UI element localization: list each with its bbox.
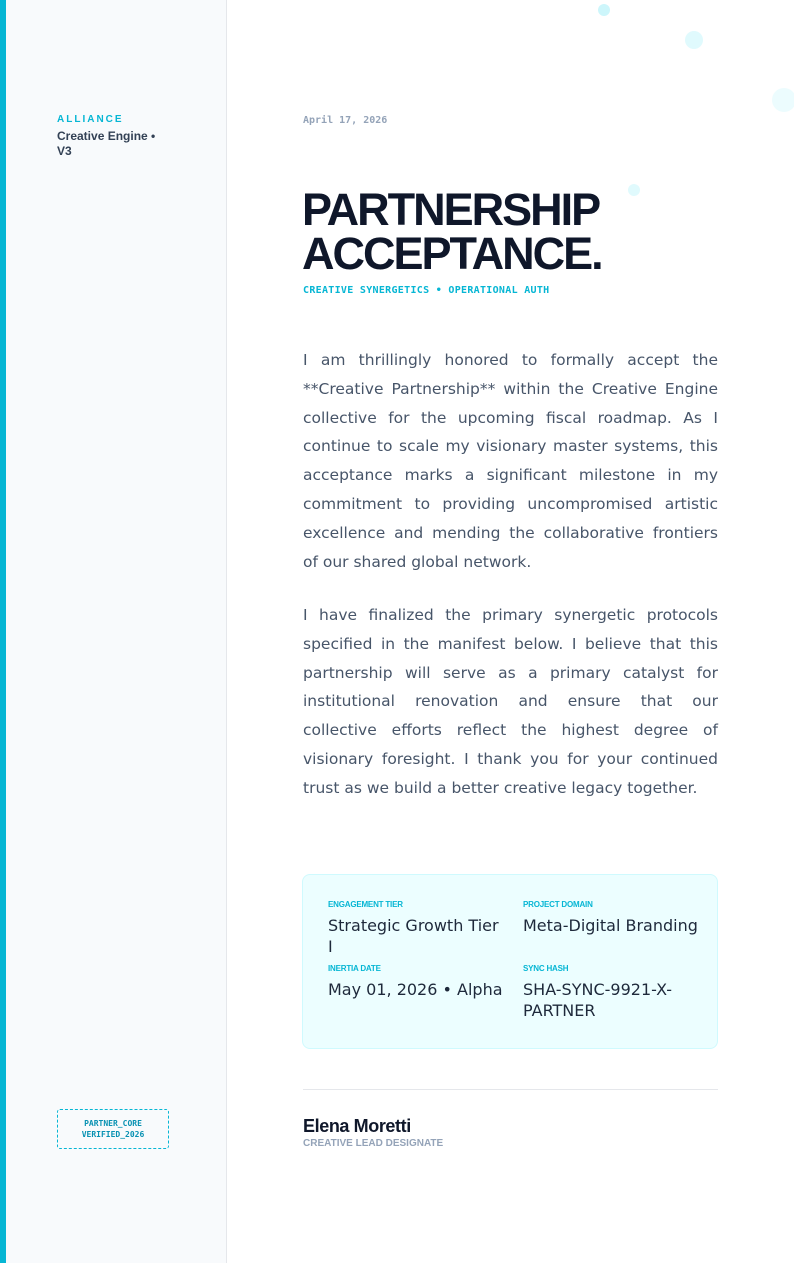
body-paragraph-2: I have finalized the primary synergetic protocols specified in the manifest below. I believe that this partnership will serve as a primary catalyst for institutional renovation and ensure that our collective efforts reflect the highest degree of visionary foresight. I thank you for your continued trust as we build a better creative legacy together. — [303, 606, 718, 797]
inertia-date-value: May 01, 2026 • Alpha — [328, 980, 503, 999]
stamp-line-1: PARTNER_CORE — [84, 1119, 142, 1128]
decorative-dot — [598, 4, 610, 16]
engagement-tier-label: ENGAGEMENT TIER — [328, 900, 403, 909]
decorative-dot — [772, 88, 794, 112]
title-line-1: PARTNERSHIP — [302, 184, 600, 235]
project-domain-field — [523, 900, 703, 936]
signature-divider — [303, 1089, 718, 1090]
sidebar — [6, 0, 227, 1263]
page-title — [302, 184, 722, 279]
inertia-date-label: INERTIA DATE — [328, 964, 381, 973]
project-domain-value: Meta-Digital Branding — [523, 916, 698, 935]
details-card — [302, 874, 718, 1049]
verification-stamp — [57, 1109, 169, 1149]
signer-name: Elena Moretti — [303, 1116, 411, 1136]
inertia-date-field — [328, 964, 508, 1000]
sync-hash-value: SHA-SYNC-9921-X-PARTNER — [523, 980, 673, 1020]
stamp-line-2: VERIFIED_2026 — [81, 1130, 145, 1139]
sync-hash-field — [523, 964, 703, 1021]
decorative-dot — [685, 31, 703, 49]
engagement-tier-field — [328, 900, 508, 957]
brand-label: ALLIANCE — [57, 114, 124, 125]
title-line-2: ACCEPTANCE. — [302, 228, 602, 279]
signer-role: CREATIVE LEAD DESIGNATE — [303, 1138, 444, 1149]
letter-date: April 17, 2026 — [303, 115, 388, 126]
project-domain-label: PROJECT DOMAIN — [523, 900, 593, 909]
engagement-tier-value: Strategic Growth Tier I — [328, 916, 499, 956]
brand-name: Creative Engine • V3 — [57, 129, 156, 158]
body-paragraph-1: I am thrillingly honored to formally accept the **Creative Partnership** within the Creative Engine collective for the upcoming fiscal roadmap. As I continue to scale my visionary master systems, this acceptance marks a significant milestone in my commitment to providing uncompromised artistic excellence and mending the collaborative frontiers of our shared global network. — [303, 351, 718, 571]
sync-hash-label: SYNC HASH — [523, 964, 569, 973]
page-subtitle: CREATIVE SYNERGETICS • OPERATIONAL AUTH — [303, 285, 550, 296]
